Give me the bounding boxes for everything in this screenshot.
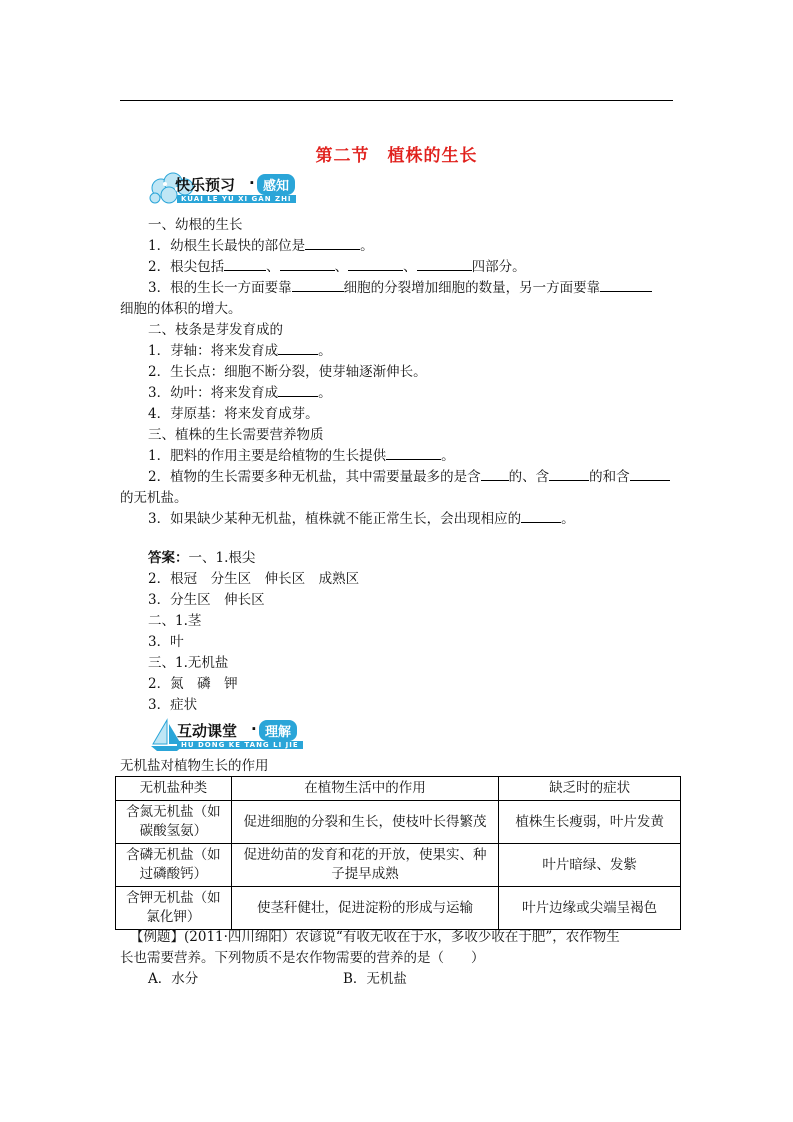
table-cell-kind	[116, 844, 232, 887]
s1-q3-mid: 细胞的分裂增加细胞的数量，另一方面要靠	[343, 280, 601, 296]
s1-q2-end: 四部分。	[471, 259, 526, 275]
table-header-cell: 无机盐种类	[116, 777, 232, 801]
answers-line-4: 二、1.茎	[148, 613, 202, 629]
table-cell-kind	[116, 801, 232, 844]
effect-line: 促进幼苗的发育和花的开放，使果实、种	[243, 847, 487, 863]
table-cell-effect: 促进细胞的分裂和生长，使枝叶长得繁茂	[231, 801, 498, 844]
preview-banner-tag: 感知	[257, 174, 295, 195]
s3-q3-text: 3．如果缺少某种无机盐，植株就不能正常生长，会出现相应的	[148, 511, 522, 527]
answers-line-5: 3．叶	[148, 634, 184, 650]
s3-q3-end: 。	[561, 511, 575, 527]
table-cell-symptom: 植株生长瘦弱，叶片发黄	[499, 801, 681, 844]
answers-text: 一、1.根尖	[188, 550, 256, 566]
table-header-cell: 在植物生活中的作用	[231, 777, 498, 801]
class-banner	[147, 716, 347, 756]
kind-line: 含磷无机盐（如	[126, 847, 221, 863]
s3-q2-text: 2．植物的生长需要多种无机盐，其中需要量最多的是含	[148, 469, 481, 485]
answers-line-3: 3．分生区 伸长区	[148, 592, 265, 608]
kind-line: 过磷酸钙）	[139, 866, 208, 882]
preview-banner-dot: ·	[249, 174, 255, 192]
example-line-2: 长也需要营养。下列物质不是农作物需要的营养的是（ ）	[120, 950, 485, 966]
s2-q3-text: 3．幼叶：将来发育成	[148, 385, 279, 401]
s3-q2-cont: 的无机盐。	[120, 490, 188, 506]
table-header-cell: 缺乏时的症状	[499, 777, 681, 801]
s2-q1-end: 。	[318, 343, 332, 359]
answer-blank	[386, 446, 441, 460]
s1-q2-sep: 、	[266, 259, 280, 275]
answer-blank	[600, 278, 652, 292]
s2-heading: 二、枝条是芽发育成的	[148, 322, 283, 338]
class-banner-tag: 理解	[259, 720, 297, 741]
s2-q4: 4．芽原基：将来发育成芽。	[148, 406, 319, 422]
s1-q1	[148, 236, 374, 256]
kind-line: 碳酸氢氨）	[139, 823, 208, 839]
s1-q3-text: 3．根的生长一方面要靠	[148, 280, 292, 296]
table-cell-symptom: 叶片暗绿、发紫	[499, 844, 681, 887]
answers-line-2: 2．根冠 分生区 伸长区 成熟区	[148, 571, 360, 587]
answers-line-1	[148, 548, 255, 568]
class-banner-pinyin: HU DONG KE TANG LI JIE	[177, 741, 303, 749]
s1-q2-sep: 、	[334, 259, 349, 275]
table-row	[116, 801, 681, 844]
s3-q2-mid: 的、含	[508, 469, 550, 485]
answer-blank	[292, 278, 344, 292]
table-cell-symptom: 叶片边缘或尖端呈褐色	[499, 887, 681, 930]
answer-blank	[305, 236, 360, 250]
s3-q2-mid: 的和含	[589, 469, 630, 485]
s2-q2: 2．生长点：细胞不断分裂，使芽轴逐渐伸长。	[148, 364, 427, 380]
table-row	[116, 844, 681, 887]
answer-blank	[481, 467, 509, 481]
example-option-a: A．水分	[148, 971, 199, 987]
answer-blank	[417, 257, 472, 271]
answer-blank	[521, 509, 561, 523]
s2-q1	[148, 341, 332, 361]
answer-blank	[630, 467, 670, 481]
class-banner-dot: ·	[251, 720, 257, 738]
s2-q1-text: 1．芽轴：将来发育成	[148, 343, 279, 359]
s1-q1-text: 1．幼根生长最快的部位是	[148, 238, 306, 254]
s1-q2-text: 2．根尖包括	[148, 259, 225, 275]
s1-q3-cont: 细胞的体积的增大。	[120, 301, 242, 317]
s3-heading: 三、植株的生长需要营养物质	[148, 427, 324, 443]
class-banner-title: 互动课堂	[177, 722, 238, 740]
table-row	[116, 887, 681, 930]
nutrient-table	[115, 776, 681, 930]
s2-q3	[148, 383, 332, 403]
kind-line: 含钾无机盐（如	[126, 890, 221, 906]
answer-blank	[549, 467, 589, 481]
table-header-row	[116, 777, 681, 801]
s1-q1-end: 。	[360, 238, 374, 254]
table-cell-effect: 使茎秆健壮，促进淀粉的形成与运输	[231, 887, 498, 930]
s3-q1-end: 。	[441, 448, 455, 464]
table-cell-kind	[116, 887, 232, 930]
s3-q3	[148, 509, 575, 529]
answer-blank	[224, 257, 266, 271]
s1-q2	[148, 257, 526, 277]
page-title: 第二节 植株的生长	[315, 146, 478, 166]
table-cell-effect	[231, 844, 498, 887]
answer-blank	[348, 257, 403, 271]
example-option-b: B．无机盐	[343, 971, 407, 987]
answer-blank	[278, 341, 318, 355]
effect-line: 子提早成熟	[331, 866, 399, 882]
preview-banner	[147, 170, 347, 210]
example-line-1: 【例题】(2011·四川绵阳）农谚说“有收无收在于水，多收少收在于肥”，农作物生	[130, 929, 620, 945]
s1-heading: 一、幼根的生长	[148, 217, 243, 233]
table-caption: 无机盐对植物生长的作用	[120, 758, 269, 774]
preview-banner-title: 快乐预习	[175, 176, 236, 194]
kind-line: 氯化钾）	[146, 909, 201, 925]
answers-line-8: 3．症状	[148, 697, 198, 713]
answers-line-6: 三、1.无机盐	[148, 655, 229, 671]
answers-label: 答案：	[148, 550, 189, 566]
answer-blank	[278, 383, 318, 397]
s1-q3	[148, 278, 652, 298]
s3-q1	[148, 446, 455, 466]
header-rule	[120, 100, 673, 101]
kind-line: 含氮无机盐（如	[126, 804, 221, 820]
s2-q3-end: 。	[318, 385, 332, 401]
s3-q2	[148, 467, 670, 487]
s3-q1-text: 1．肥料的作用主要是给植物的生长提供	[148, 448, 387, 464]
preview-banner-pinyin: KUAI LE YU XI GAN ZHI	[177, 195, 296, 203]
answers-line-7: 2．氮 磷 钾	[148, 676, 238, 692]
s1-q2-sep: 、	[403, 259, 417, 275]
answer-blank	[280, 257, 335, 271]
